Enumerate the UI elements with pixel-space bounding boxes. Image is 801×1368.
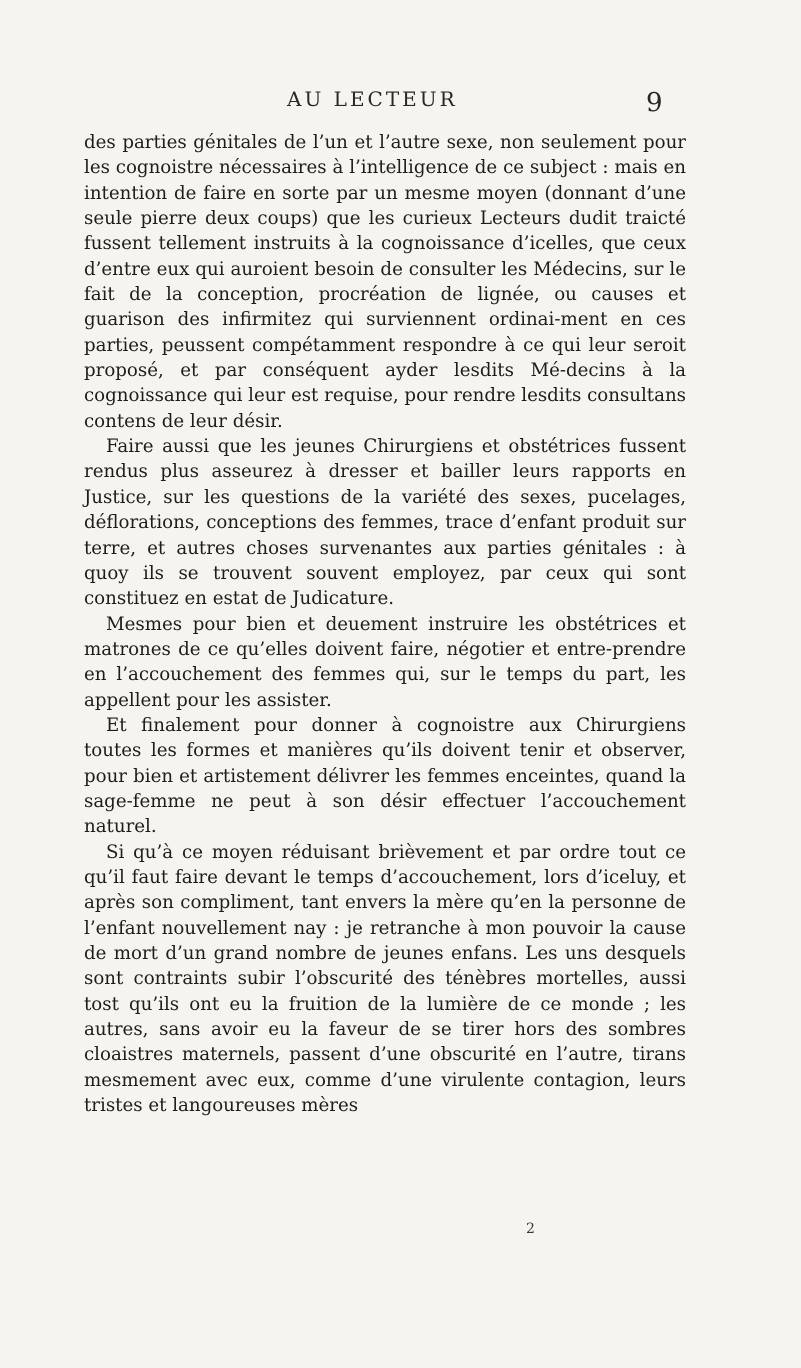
page-number: 9: [646, 88, 663, 118]
paragraph: Mesmes pour bien et deuement instruire les obstétrices et matrones de ce qu’elles doivent faire, négotier et entre-prendre en l’accouchement des femmes qui, sur le temps du part, les appellent pour les assister.: [84, 613, 686, 711]
running-head: [0, 84, 801, 118]
paragraph: Et finalement pour donner à cognoistre aux Chirurgiens toutes les formes et manières qu’ils doivent tenir et observer, pour bien et artistement délivrer les femmes enceintes, quand la sage-femme ne peut à son désir effectuer l’accouchement naturel.: [84, 714, 686, 838]
paragraph: Si qu’à ce moyen réduisant brièvement et par ordre tout ce qu’il faut faire devant le temps d’accouchement, lors d’iceluy, et après son compliment, tant envers la mère qu’en la personne de l’enfant nouvellement nay : je retranche à mon pouvoir la cause de mort d’un grand nombre de jeunes enfans. Les uns desquels sont contraints subir l’obscurité des ténèbres mortelles, aussi tost qu’ils ont eu la fruition de la lumière de ce monde ; les autres, sans avoir eu la faveur de se tirer hors des sombres cloaistres maternels, passent d’une obscurité en l’autre, tirans mesmement avec eux, comme d’une virulente contagion, leurs tristes et langoureuses mères: [84, 841, 686, 1117]
body-text: [84, 130, 686, 1118]
paragraph: des parties génitales de l’un et l’autre sexe, non seulement pour les cognoistre nécessaires à l’intelligence de ce subject : mais en intention de faire en sorte par un mesme moyen (donnant d’une seule pierre deux coups) que les curieux Lecteurs dudit traicté fussent tellement instruits à la cognoissance d’icelles, que ceux d’entre eux qui auroient besoin de consulter les Médecins, sur le fait de la conception, procréation de lignée, ou causes et guarison des infirmitez qui surviennent ordinai-ment en ces parties, peussent compétamment respondre à ce qui leur seroit proposé, et par conséquent ayder lesdits Mé-decins à la cognoissance qui leur est requise, pour rendre lesdits consultans contens de leur désir.: [84, 132, 686, 432]
signature-mark: 2: [526, 1221, 535, 1237]
paragraph: Faire aussi que les jeunes Chirurgiens et obstétrices fussent rendus plus asseurez à dresser et bailler leurs rapports en Justice, sur les questions de la variété des sexes, pucelages, déflorations, conceptions des femmes, trace d’enfant produit sur terre, et autres choses survenantes aux parties génitales : à quoy ils se trouvent souvent employez, par ceux qui sont constituez en estat de Judicature.: [84, 436, 686, 610]
running-title: AU LECTEUR: [287, 87, 458, 111]
